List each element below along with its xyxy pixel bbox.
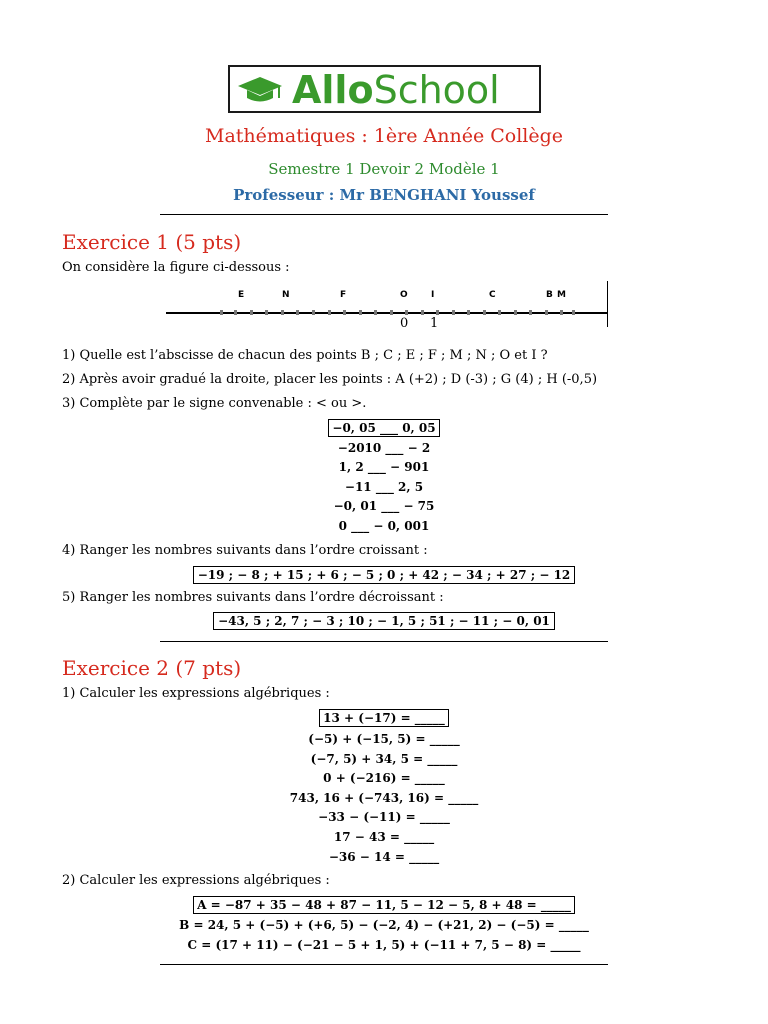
exercise-2-question-1: 1) Calculer les expressions algébriques : bbox=[62, 686, 330, 701]
exercise-1-question-3: 3) Complète par le signe convenable : < ou >. bbox=[62, 396, 367, 411]
point-label-f: F bbox=[340, 290, 347, 300]
expression-a-boxed: A = −87 + 35 − 48 + 87 − 11, 5 − 12 − 5, 8 + 48 = _____ bbox=[193, 896, 575, 914]
axis-tick bbox=[359, 310, 362, 315]
compare-item bbox=[0, 419, 768, 437]
divider bbox=[160, 641, 608, 642]
point-label-c: C bbox=[489, 290, 496, 300]
logo-wordmark: AlloSchool bbox=[292, 68, 500, 112]
axis-tick bbox=[421, 310, 424, 315]
expression-item-boxed: 13 + (−17) = _____ bbox=[319, 709, 449, 727]
exercise-1-question-4: 4) Ranger les nombres suivants dans l’ordre croissant : bbox=[62, 543, 428, 558]
compare-item: −11 ___ 2, 5 bbox=[344, 480, 424, 494]
expression-item: −36 − 14 = _____ bbox=[328, 850, 440, 864]
expression-item: (−5) + (−15, 5) = _____ bbox=[308, 732, 460, 746]
axis-tick bbox=[343, 310, 346, 315]
axis-tick bbox=[483, 310, 486, 315]
axis-tick bbox=[220, 310, 223, 315]
expression-item bbox=[0, 709, 768, 727]
axis-tick bbox=[296, 310, 299, 315]
point-label-n: N bbox=[282, 290, 290, 300]
axis-tick bbox=[560, 310, 563, 315]
compare-item: 0 ___ − 0, 001 bbox=[338, 519, 430, 533]
axis-tick bbox=[312, 310, 315, 315]
point-label-m: M bbox=[557, 290, 566, 300]
axis-tick bbox=[250, 310, 253, 315]
divider bbox=[160, 964, 608, 965]
exercise-1-question-2: 2) Après avoir gradué la droite, placer les points : A (+2) ; D (-3) ; G (4) ; H (-0,5) bbox=[62, 372, 598, 387]
expression-item: 17 − 43 = _____ bbox=[333, 830, 435, 844]
axis-tick bbox=[436, 310, 439, 315]
axis-tick bbox=[265, 310, 268, 315]
axis-tick bbox=[405, 310, 408, 315]
axis-tick bbox=[514, 310, 517, 315]
expression-c: C = (17 + 11) − (−21 − 5 + 1, 5) + (−11 + 7, 5 − 8) = _____ bbox=[187, 938, 581, 952]
expression-item: 0 + (−216) = _____ bbox=[323, 771, 445, 785]
alloschool-logo bbox=[228, 65, 541, 113]
ascending-list bbox=[0, 566, 768, 584]
point-label-o: O bbox=[400, 290, 408, 300]
compare-item: 1, 2 ___ − 901 bbox=[338, 460, 430, 474]
expression-item: (−7, 5) + 34, 5 = _____ bbox=[310, 752, 458, 766]
axis-label-one: 1 bbox=[430, 316, 439, 331]
ascending-list-values: −19 ; − 8 ; + 15 ; + 6 ; − 5 ; 0 ; + 42 ; − 34 ; + 27 ; − 12 bbox=[193, 566, 576, 584]
axis-tick bbox=[545, 310, 548, 315]
expression-a bbox=[0, 896, 768, 914]
exercise-1-question-5: 5) Ranger les nombres suivants dans l’ordre décroissant : bbox=[62, 590, 444, 605]
expression-b: B = 24, 5 + (−5) + (+6, 5) − (−2, 4) − (+21, 2) − (−5) = _____ bbox=[179, 918, 589, 932]
number-line-figure bbox=[160, 278, 616, 334]
document-title: Mathématiques : 1ère Année Collège bbox=[204, 125, 564, 147]
compare-item: −2010 ___ − 2 bbox=[337, 441, 431, 455]
expression-item: −33 − (−11) = _____ bbox=[318, 810, 450, 824]
exercise-1-intro: On considère la figure ci-dessous : bbox=[62, 260, 290, 275]
axis-tick bbox=[467, 310, 470, 315]
document-subtitle: Semestre 1 Devoir 2 Modèle 1 bbox=[268, 160, 500, 178]
compare-item: −0, 01 ___ − 75 bbox=[333, 499, 435, 513]
axis-tick bbox=[390, 310, 393, 315]
point-label-e: E bbox=[238, 290, 245, 300]
compare-item-boxed: −0, 05 ___ 0, 05 bbox=[328, 419, 439, 437]
descending-list bbox=[0, 612, 768, 630]
axis-tick bbox=[572, 310, 575, 315]
point-label-i: I bbox=[431, 290, 435, 300]
descending-list-values: −43, 5 ; 2, 7 ; − 3 ; 10 ; − 1, 5 ; 51 ; − 11 ; − 0, 01 bbox=[213, 612, 555, 630]
exercise-2-title: Exercice 2 (7 pts) bbox=[62, 656, 242, 680]
divider bbox=[160, 214, 608, 215]
expression-item: 743, 16 + (−743, 16) = _____ bbox=[289, 791, 479, 805]
axis-tick bbox=[328, 310, 331, 315]
number-line-axis bbox=[166, 312, 608, 314]
axis-label-zero: 0 bbox=[400, 316, 409, 331]
axis-tick bbox=[529, 310, 532, 315]
exercise-2-question-2: 2) Calculer les expressions algébriques : bbox=[62, 873, 330, 888]
exercise-1-title: Exercice 1 (5 pts) bbox=[62, 230, 242, 254]
axis-tick bbox=[281, 310, 284, 315]
axis-tick bbox=[498, 310, 501, 315]
number-line-end-bar bbox=[607, 281, 608, 327]
teacher-name: Professeur : Mr BENGHANI Youssef bbox=[233, 186, 535, 204]
axis-tick bbox=[374, 310, 377, 315]
axis-tick bbox=[452, 310, 455, 315]
graduation-cap-icon bbox=[236, 75, 284, 105]
point-label-b: B bbox=[546, 290, 553, 300]
exercise-1-question-1: 1) Quelle est l’abscisse de chacun des points B ; C ; E ; F ; M ; N ; O et I ? bbox=[62, 348, 548, 363]
axis-tick bbox=[234, 310, 237, 315]
